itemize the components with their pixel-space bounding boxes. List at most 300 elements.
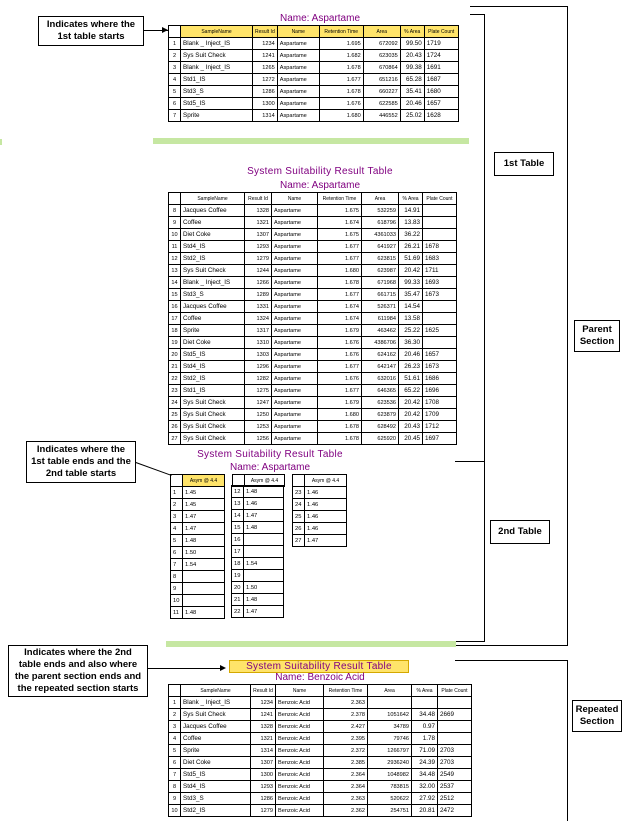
table-cell: 51.61	[399, 373, 423, 385]
table-cell: 2.395	[324, 733, 368, 745]
table-cell: 19	[169, 337, 181, 349]
table-row	[232, 546, 284, 558]
column-header	[169, 26, 181, 38]
table-cell: 1691	[424, 62, 458, 74]
table-row	[232, 570, 284, 582]
table-cell: 1657	[423, 349, 457, 361]
table-cell: Std5_IS	[181, 349, 245, 361]
table-cell: Aspartame	[277, 74, 319, 86]
table-row	[169, 301, 457, 313]
table-cell: 1	[171, 487, 183, 499]
table-cell: 1289	[245, 289, 272, 301]
table-row	[171, 535, 225, 547]
table-cell: 20.45	[399, 433, 423, 445]
parent-section-bracket	[567, 6, 568, 646]
table-cell: 71.09	[412, 745, 438, 757]
table-cell: Std2_IS	[181, 805, 251, 817]
table-cell: 3	[169, 62, 181, 74]
table-cell: 14	[232, 510, 244, 522]
table-cell: 20.42	[399, 265, 423, 277]
table-cell: 8	[171, 571, 183, 583]
column-header: Result Id	[245, 193, 272, 205]
table-cell: Diet Coke	[181, 229, 245, 241]
page1-table-wrap	[168, 25, 468, 122]
table-cell: Std4_IS	[181, 781, 251, 793]
table-cell: 1.678	[319, 62, 363, 74]
table-cell: 2.363	[324, 793, 368, 805]
second-table-label: 2nd Table	[490, 520, 550, 544]
table-cell: 1628	[424, 110, 458, 122]
table-cell: 1719	[424, 38, 458, 50]
table-cell: 18	[169, 325, 181, 337]
table-row	[169, 229, 457, 241]
table-row	[169, 709, 472, 721]
table-cell: 20.46	[399, 349, 423, 361]
table-row	[169, 313, 457, 325]
table-cell: Aspartame	[272, 253, 318, 265]
table-cell: 8	[169, 205, 181, 217]
table-cell: Aspartame	[277, 50, 319, 62]
table-row	[169, 86, 459, 98]
table-cell: 1	[169, 697, 181, 709]
table-cell: Benzoic Acid	[276, 757, 324, 769]
table-row	[171, 547, 225, 559]
table-cell: 24	[169, 397, 181, 409]
table-cell: 526371	[362, 301, 399, 313]
table-cell: Benzoic Acid	[276, 709, 324, 721]
table-cell: 1678	[423, 241, 457, 253]
page1-result-table	[168, 25, 459, 122]
table-cell: 1.677	[319, 74, 363, 86]
table-cell: 1307	[251, 757, 276, 769]
table-cell: 20.46	[400, 98, 424, 110]
parent-section-label: Parent Section	[574, 320, 620, 352]
column-header: SampleName	[181, 685, 251, 697]
table-cell: 623815	[362, 253, 399, 265]
table-cell: 3	[169, 721, 181, 733]
table-cell: 12	[232, 486, 244, 498]
table-cell: Benzoic Acid	[276, 769, 324, 781]
table-cell: Jacques Coffee	[181, 721, 251, 733]
table-cell: 1247	[245, 397, 272, 409]
first-table-bracket	[484, 14, 485, 462]
table-cell: 1.676	[318, 349, 362, 361]
table-cell	[244, 534, 284, 546]
page4-table-title: System Suitability Result Table	[229, 660, 409, 673]
table-row	[169, 733, 472, 745]
table-cell: 13	[232, 498, 244, 510]
table-cell: 1.47	[183, 511, 225, 523]
callout-second-table-end: Indicates where the 2nd table ends and also where the parent section ends and the repeated section starts	[8, 645, 148, 697]
table-cell: 20.43	[399, 421, 423, 433]
table-row	[171, 607, 225, 619]
column-header: Plate Count	[424, 26, 458, 38]
asym-header-2-wrap	[232, 474, 285, 487]
table-cell: 1.47	[244, 606, 284, 618]
repeated-section-label: Repeated Section	[572, 700, 622, 732]
table-cell: 1.48	[244, 522, 284, 534]
asym-header: Asym @ 4.4	[245, 475, 285, 487]
table-cell: Benzoic Acid	[276, 697, 324, 709]
column-header: SampleName	[181, 193, 245, 205]
table-cell: Std3_S	[181, 86, 253, 98]
table-cell: 9	[169, 793, 181, 805]
table-cell: 79746	[368, 733, 412, 745]
table-cell: 672092	[363, 38, 400, 50]
table-cell: 5	[171, 535, 183, 547]
table-cell: Aspartame	[272, 313, 318, 325]
table-cell: 1673	[423, 289, 457, 301]
table-cell: Std5_IS	[181, 98, 253, 110]
table-cell: 2	[171, 499, 183, 511]
table-cell: Std5_IS	[181, 769, 251, 781]
table-cell: 26.23	[399, 361, 423, 373]
table-cell: 1693	[423, 277, 457, 289]
table-cell: 1.54	[244, 558, 284, 570]
table-cell: 1314	[253, 110, 278, 122]
table-row	[232, 486, 284, 498]
table-cell: 1.50	[183, 547, 225, 559]
table-cell	[244, 546, 284, 558]
table-cell: Aspartame	[272, 349, 318, 361]
table-cell: 623536	[362, 397, 399, 409]
page2-table-wrap	[168, 192, 457, 445]
column-header: % Area	[399, 193, 423, 205]
table-row	[169, 397, 457, 409]
table-row	[171, 583, 225, 595]
table-cell: 1241	[251, 709, 276, 721]
table-cell: 4386706	[362, 337, 399, 349]
table-row	[169, 277, 457, 289]
table-cell: 623987	[362, 265, 399, 277]
table-cell: Sys Suit Check	[181, 265, 245, 277]
table-cell: Aspartame	[277, 86, 319, 98]
page4-name-title: Name: Benzoic Acid	[275, 672, 365, 683]
table-cell: 1.680	[318, 409, 362, 421]
table-cell: 1.680	[319, 110, 363, 122]
table-cell: 1.46	[244, 498, 284, 510]
table-cell: 22	[232, 606, 244, 618]
table-cell: Aspartame	[272, 337, 318, 349]
table-row	[169, 757, 472, 769]
table-cell: 2	[169, 709, 181, 721]
table-cell: 2.427	[324, 721, 368, 733]
table-cell: 99.38	[400, 62, 424, 74]
table-cell: 623879	[362, 409, 399, 421]
table-cell: 20.42	[399, 409, 423, 421]
page3-table-title: System Suitability Result Table	[197, 449, 343, 460]
table-cell: 618796	[362, 217, 399, 229]
asym-table-2	[231, 485, 284, 618]
table-cell: 1272	[253, 74, 278, 86]
table-row	[232, 534, 284, 546]
parent-section-bracket-top	[470, 6, 568, 7]
table-cell: Aspartame	[272, 265, 318, 277]
table-cell: 34.48	[412, 709, 438, 721]
table-cell: 1317	[245, 325, 272, 337]
table-cell: 1234	[251, 697, 276, 709]
table-cell: 2549	[438, 769, 472, 781]
table-cell: Aspartame	[277, 110, 319, 122]
table-cell: 1286	[251, 793, 276, 805]
table-cell: 20.42	[399, 397, 423, 409]
table-cell: Sprite	[181, 745, 251, 757]
column-header: Plate Count	[438, 685, 472, 697]
page-break-bar-2	[166, 641, 456, 647]
table-cell: 13	[169, 265, 181, 277]
table-cell: 4	[171, 523, 183, 535]
table-row	[232, 498, 284, 510]
table-cell: Std3_S	[181, 793, 251, 805]
table-cell: 20.81	[412, 805, 438, 817]
table-cell: Std2_IS	[181, 373, 245, 385]
asym-table-3	[292, 474, 347, 547]
table-cell: Aspartame	[277, 62, 319, 74]
column-header: Retention Time	[318, 193, 362, 205]
column-header: Result Id	[251, 685, 276, 697]
table-cell	[438, 697, 472, 709]
table-cell: 1275	[245, 385, 272, 397]
table-cell: 16	[232, 534, 244, 546]
page2-table-title: System Suitability Result Table	[247, 166, 393, 177]
table-cell: Aspartame	[272, 301, 318, 313]
table-cell	[183, 571, 225, 583]
table-cell: 6	[169, 98, 181, 110]
table-row	[169, 74, 459, 86]
table-cell: Aspartame	[272, 361, 318, 373]
table-cell: Aspartame	[272, 421, 318, 433]
table-cell: Aspartame	[272, 217, 318, 229]
table-cell: 20	[169, 349, 181, 361]
table-cell: 24.39	[412, 757, 438, 769]
table-cell: 34789	[368, 721, 412, 733]
table-cell: Benzoic Acid	[276, 745, 324, 757]
table-row	[169, 793, 472, 805]
first-table-bracket-bottom	[455, 461, 485, 462]
table-row	[169, 337, 457, 349]
table-cell: Aspartame	[272, 433, 318, 445]
table-cell: 1.78	[412, 733, 438, 745]
table-cell: Sprite	[181, 325, 245, 337]
table-cell: 15	[232, 522, 244, 534]
table-cell: 17	[232, 546, 244, 558]
table-cell: Aspartame	[272, 385, 318, 397]
table-cell: 624162	[362, 349, 399, 361]
table-cell: Coffee	[181, 733, 251, 745]
table-cell: 623035	[363, 50, 400, 62]
table-cell	[423, 313, 457, 325]
table-cell: 12	[169, 253, 181, 265]
table-cell: 1265	[253, 62, 278, 74]
table-row	[232, 522, 284, 534]
parent-section-bracket-bottom	[455, 645, 568, 646]
table-row	[169, 62, 459, 74]
table-cell	[412, 697, 438, 709]
table-cell: 625920	[362, 433, 399, 445]
table-row	[169, 385, 457, 397]
table-cell: 2	[169, 50, 181, 62]
table-cell: Aspartame	[272, 229, 318, 241]
callout-first-table-end: Indicates where the 1st table ends and the 2nd table starts	[26, 441, 136, 483]
table-cell: 1.679	[318, 397, 362, 409]
table-cell: Sys Suit Check	[181, 50, 253, 62]
table-cell: 13.83	[399, 217, 423, 229]
table-cell: 1256	[245, 433, 272, 445]
page2-name-title: Name: Aspartame	[279, 180, 361, 191]
table-cell: Aspartame	[277, 38, 319, 50]
table-cell: 1266797	[368, 745, 412, 757]
table-cell: 622585	[363, 98, 400, 110]
table-row	[232, 606, 284, 618]
table-cell: 32.00	[412, 781, 438, 793]
table-cell: 1.674	[318, 217, 362, 229]
table-row	[169, 110, 459, 122]
page1-name-title: Name: Aspartame	[279, 13, 361, 24]
table-cell: Sys Suit Check	[181, 433, 245, 445]
table-cell: 1253	[245, 421, 272, 433]
table-cell: 15	[169, 289, 181, 301]
table-cell: 26	[169, 421, 181, 433]
table-cell: Sys Suit Check	[181, 421, 245, 433]
table-row	[169, 697, 472, 709]
table-cell: 1.677	[318, 241, 362, 253]
table-cell: Sys Suit Check	[181, 409, 245, 421]
page2-result-table	[168, 192, 457, 445]
column-header	[169, 685, 181, 697]
table-cell: Sys Suit Check	[181, 397, 245, 409]
table-cell: 1687	[424, 74, 458, 86]
table-cell: 1048982	[368, 769, 412, 781]
table-cell: 632016	[362, 373, 399, 385]
table-cell: 4	[169, 74, 181, 86]
table-cell: 1321	[251, 733, 276, 745]
table-cell: 1266	[245, 277, 272, 289]
asym-block-2	[231, 485, 284, 618]
table-cell: 1.50	[244, 582, 284, 594]
column-header: Result Id	[253, 26, 278, 38]
table-cell: 11	[169, 241, 181, 253]
table-cell: 1.676	[318, 373, 362, 385]
column-header: Retention Time	[319, 26, 363, 38]
table-row	[169, 325, 457, 337]
table-cell	[438, 733, 472, 745]
table-cell	[368, 697, 412, 709]
table-cell: Coffee	[181, 313, 245, 325]
table-cell: Std4_IS	[181, 361, 245, 373]
table-cell: 628492	[362, 421, 399, 433]
table-cell: 1241	[253, 50, 278, 62]
table-cell: 611984	[362, 313, 399, 325]
table-cell: 36.30	[399, 337, 423, 349]
table-cell: 1.46	[305, 523, 347, 535]
table-cell: Aspartame	[272, 409, 318, 421]
table-cell: 660227	[363, 86, 400, 98]
table-cell: 1680	[424, 86, 458, 98]
table-row	[171, 487, 225, 499]
table-row	[169, 781, 472, 793]
first-table-label: 1st Table	[494, 152, 554, 176]
callout-arrow	[148, 668, 224, 669]
table-cell: 17	[169, 313, 181, 325]
table-cell: Std2_IS	[181, 253, 245, 265]
table-cell: 11	[171, 607, 183, 619]
table-cell: 1.675	[318, 205, 362, 217]
table-cell: 23	[169, 385, 181, 397]
table-row	[169, 38, 459, 50]
table-cell: 19	[232, 570, 244, 582]
table-cell: 2.364	[324, 781, 368, 793]
table-cell: 1683	[423, 253, 457, 265]
table-cell: 1.679	[318, 325, 362, 337]
table-row	[169, 361, 457, 373]
table-cell: Aspartame	[272, 277, 318, 289]
table-cell: 16	[169, 301, 181, 313]
column-header: Area	[363, 26, 400, 38]
column-header: Plate Count	[423, 193, 457, 205]
table-cell: 25	[293, 511, 305, 523]
table-cell: 1.677	[318, 361, 362, 373]
table-row	[171, 523, 225, 535]
table-cell: 65.28	[400, 74, 424, 86]
column-header: % Area	[412, 685, 438, 697]
table-cell: 1331	[245, 301, 272, 313]
table-cell: 670864	[363, 62, 400, 74]
table-cell: 1.677	[318, 385, 362, 397]
table-cell: Sys Suit Check	[181, 709, 251, 721]
table-cell: Aspartame	[277, 98, 319, 110]
table-cell: Blank _ Inject_IS	[181, 697, 251, 709]
table-cell: 1.46	[305, 487, 347, 499]
table-cell: 1.45	[183, 499, 225, 511]
table-cell: 2669	[438, 709, 472, 721]
table-cell: 6	[169, 757, 181, 769]
table-cell: 463462	[362, 325, 399, 337]
table-row	[169, 745, 472, 757]
page-break-mark	[0, 139, 2, 145]
table-cell: 1321	[245, 217, 272, 229]
table-cell: 25	[169, 409, 181, 421]
table-cell: 1709	[423, 409, 457, 421]
table-cell: 1711	[423, 265, 457, 277]
table-cell: 27.92	[412, 793, 438, 805]
table-cell: 2.378	[324, 709, 368, 721]
table-cell: 10	[169, 805, 181, 817]
table-cell: Benzoic Acid	[276, 733, 324, 745]
table-cell: 25.02	[400, 110, 424, 122]
table-cell: 2936240	[368, 757, 412, 769]
table-cell	[438, 721, 472, 733]
table-cell: 9	[171, 583, 183, 595]
table-cell: 446552	[363, 110, 400, 122]
table-cell: 1673	[423, 361, 457, 373]
table-cell: 1.675	[318, 229, 362, 241]
table-cell: 1625	[423, 325, 457, 337]
table-cell: 36.22	[399, 229, 423, 241]
column-header: Name	[277, 26, 319, 38]
table-cell: Std1_IS	[181, 385, 245, 397]
table-cell: 20.43	[400, 50, 424, 62]
table-row	[169, 349, 457, 361]
table-row	[293, 535, 347, 547]
table-cell: 1696	[423, 385, 457, 397]
repeated-section-bracket-top	[455, 660, 568, 661]
table-cell: 1.676	[319, 98, 363, 110]
table-cell: 1286	[253, 86, 278, 98]
page3-name-title: Name: Aspartame	[229, 462, 311, 473]
table-cell: 2512	[438, 793, 472, 805]
table-cell: 1.678	[318, 421, 362, 433]
table-cell: 4361033	[362, 229, 399, 241]
